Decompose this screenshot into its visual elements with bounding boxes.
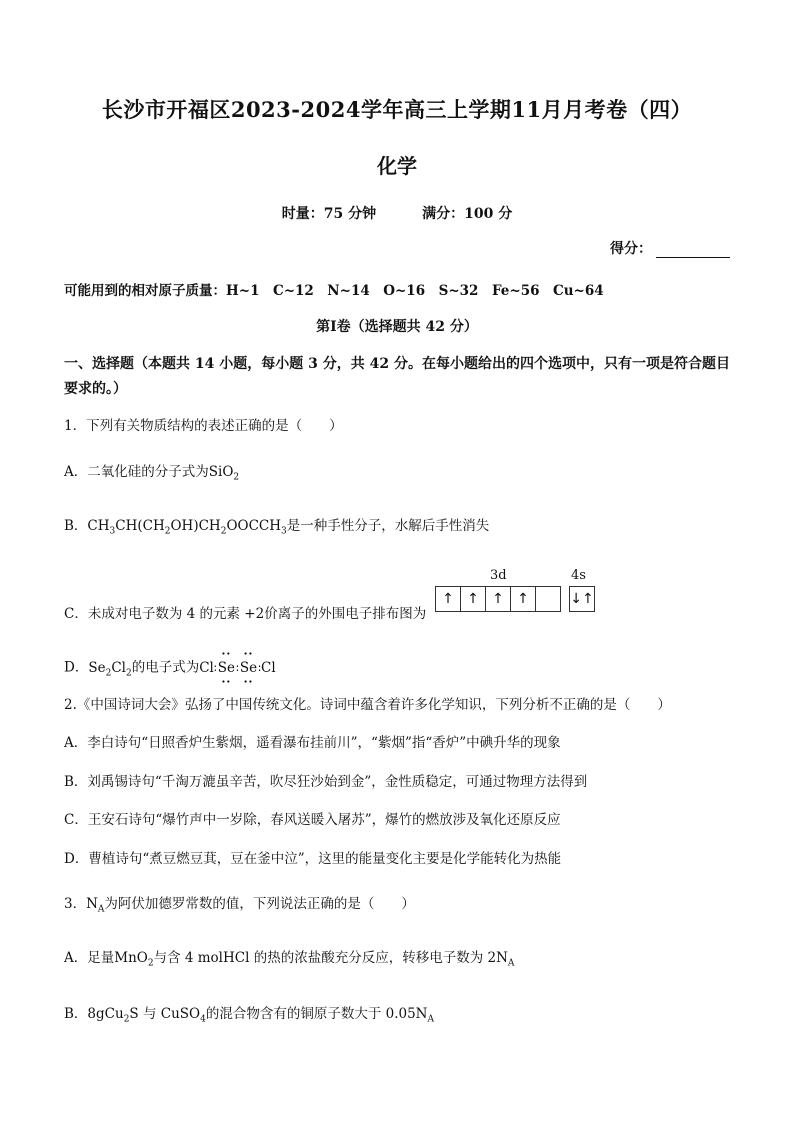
atomic-mass-line: 可能用到的相对原子质量：H~1 C~12 N~14 O~16 S~32 Fe~56 Cu~64 (64, 283, 604, 299)
score-blank-line (656, 243, 730, 258)
orbital-box-up-arrow: ↑ (435, 586, 461, 612)
score-label: 得分： (610, 241, 652, 257)
orbital-label-4s: 4s (571, 568, 586, 583)
orbital-box-up-arrow: ↑ (485, 586, 511, 612)
section-instructions: 一、选择题（本题共 14 小题，每小题 3 分，共 42 分。在每小题给出的四个选项中，只有一项是符合题目要求的。） (64, 356, 730, 397)
se2cl2-formula: $Se_2Cl_2$ (88, 659, 132, 679)
q2-stem: 2.《中国诗词大会》弘扬了中国传统文化。诗词中蕴含着许多化学知识，下列分析不正确的是（ ） (64, 697, 671, 713)
orbital-diagram (436, 586, 595, 612)
q1-stem: 1．下列有关物质结构的表述正确的是（ ） (64, 418, 343, 434)
q2-option-a: A．李白诗句“日照香炉生紫烟，遥看瀑布挂前川”，“紫烟”指“香炉”中碘升华的现象 (64, 735, 561, 751)
orbital-box-up-arrow: ↑ (460, 586, 486, 612)
mno2-formula: MnO$_2$ (114, 950, 154, 969)
electron-formula: Cl∶ ∙∙ Se ∙∙ ∶ ∙∙ Se ∙∙ ∶Cl (199, 649, 276, 686)
q3-option-b: B．8gCu$_2$S 与 CuSO$_4$的混合物含有的铜原子数大于 $0.05N_A$ (64, 1006, 434, 1025)
sio2-formula: SiO$_2$ (208, 464, 240, 483)
exam-title: 长沙市开福区2023-2024学年高三上学期11月月考卷（四） (101, 97, 693, 122)
q1-option-a: A．二氧化硅的分子式为SiO$_2$ (64, 464, 240, 483)
orbital-box-paired-arrows: ↓↑ (569, 586, 595, 612)
q1-option-c: C．未成对电子数为 4 的元素 +2价离子的外围电子排布图为 (64, 606, 427, 622)
na-symbol: $N_A$ (86, 896, 105, 915)
orbital-box-up-arrow: ↑ (510, 586, 536, 612)
exam-meta (0, 203, 794, 223)
ester-formula: $CH_3CH(CH_2OH)CH_2OOCCH_3$ (87, 518, 287, 537)
orbital-label-3d: 3d (490, 568, 507, 583)
part-title: 第Ⅰ卷（选择题共 42 分） (316, 319, 478, 335)
full-score: 满分：100 分 (422, 206, 513, 222)
orbital-box-empty (535, 586, 561, 612)
time-limit: 时量：75 分钟 (281, 206, 377, 222)
q2-option-d: D．曹植诗句“煮豆燃豆萁，豆在釜中泣”，这里的能量变化主要是化学能转化为热能 (64, 851, 562, 867)
score-field (610, 238, 730, 258)
q3-stem: 3．$N_A$为阿伏加德罗常数的值，下列说法正确的是（ ） (64, 896, 415, 915)
q1-option-b: B．$CH_3CH(CH_2OH)CH_2OOCCH_3$是一种手性分子，水解后手性消失 (64, 518, 490, 537)
q1-option-d: D．$Se_2Cl_2$的电子式为Cl∶ ∙∙ Se ∙∙ ∶ ∙∙ Se ∙∙ ∶Cl (64, 649, 276, 686)
q2-option-c: C．王安石诗句“爆竹声中一岁除，春风送暖入屠苏”，爆竹的燃放涉及氧化还原反应 (64, 812, 561, 828)
subject-title: 化学 (377, 154, 417, 178)
q3-option-a: A．足量MnO$_2$与含 4 molHCl 的热的浓盐酸充分反应，转移电子数为 $2N_A$ (64, 950, 515, 969)
q2-option-b: B．刘禹锡诗句“千淘万漉虽辛苦，吹尽狂沙始到金”，金性质稳定，可通过物理方法得到 (64, 774, 588, 790)
